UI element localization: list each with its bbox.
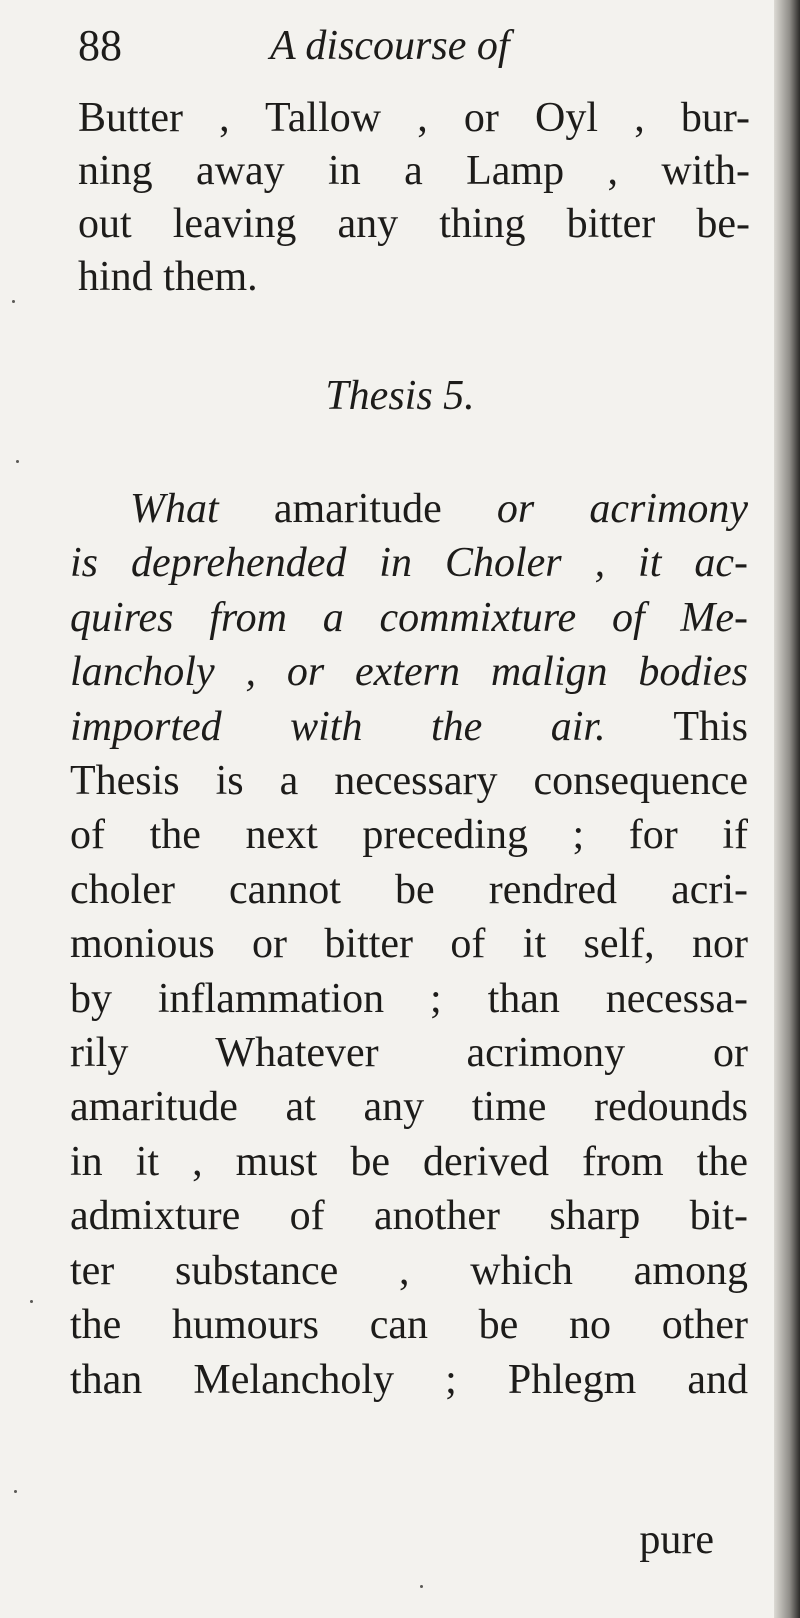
roman-text: This bbox=[673, 703, 748, 750]
thesis-paragraph bbox=[70, 482, 748, 1407]
text-line: out leaving any thing bitter be- bbox=[78, 201, 750, 247]
text-line: Butter , Tallow , or Oyl , bur- bbox=[78, 95, 750, 141]
paragraph-continuation bbox=[78, 92, 750, 304]
text-line: the humours can be no other bbox=[70, 1302, 748, 1349]
text-line: rily Whatever acrimony or bbox=[70, 1030, 748, 1077]
print-speck bbox=[14, 1490, 17, 1493]
running-head bbox=[78, 18, 598, 78]
text-line: hind them. bbox=[78, 254, 258, 300]
text-line: choler cannot be rendred acri- bbox=[70, 866, 748, 913]
italic-text: or acrimony bbox=[496, 486, 749, 532]
roman-text: amaritude bbox=[273, 486, 442, 532]
italic-text: imported with the air. bbox=[70, 703, 606, 750]
running-title: A discourse of bbox=[270, 23, 510, 69]
text-line: lancholy , or extern malign bodies bbox=[70, 649, 748, 696]
print-speck bbox=[12, 300, 15, 303]
text-line: monious or bitter of it self, nor bbox=[70, 921, 748, 968]
text-line: in it , must be derived from the bbox=[70, 1138, 748, 1185]
text-line: Thesis is a necessary consequence bbox=[70, 758, 748, 805]
text-line: ning away in a Lamp , with- bbox=[78, 148, 750, 194]
text-line: amaritude at any time redounds bbox=[70, 1084, 748, 1131]
page-gutter-shadow bbox=[774, 0, 800, 1618]
text-line bbox=[70, 700, 748, 754]
text-line: admixture of another sharp bit- bbox=[70, 1193, 748, 1240]
print-speck bbox=[420, 1585, 423, 1588]
text-line bbox=[70, 482, 748, 536]
page-number: 88 bbox=[78, 21, 122, 70]
text-line: quires from a commixture of Me- bbox=[70, 594, 748, 641]
text-line: of the next preceding ; for if bbox=[70, 812, 748, 859]
text-line: ter substance , which among bbox=[70, 1247, 748, 1294]
print-speck bbox=[16, 460, 19, 463]
text-line: than Melancholy ; Phlegm and bbox=[70, 1356, 748, 1403]
print-speck bbox=[30, 1300, 33, 1303]
italic-text: What bbox=[130, 486, 219, 532]
text-line: by inflammation ; than necessa- bbox=[70, 975, 748, 1022]
thesis-heading: Thesis 5. bbox=[325, 373, 475, 419]
catchword: pure bbox=[639, 1517, 714, 1563]
text-line: is deprehended in Choler , it ac- bbox=[70, 540, 748, 587]
